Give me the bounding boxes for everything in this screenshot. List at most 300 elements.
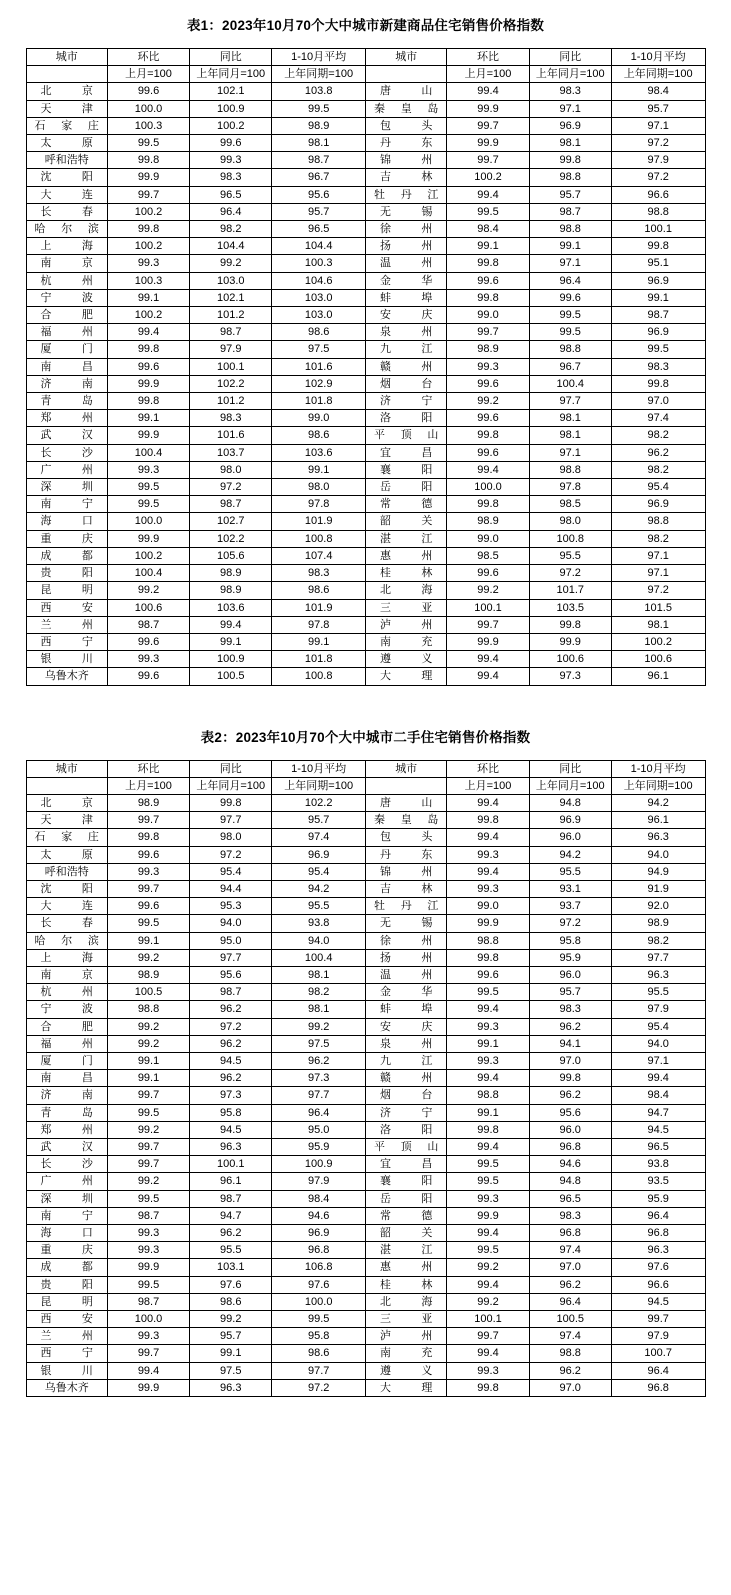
table-row (26, 966, 705, 983)
city-name-cell: 上 海 (26, 238, 107, 255)
yoy-value-cell: 99.4 (190, 616, 272, 633)
mom-value-cell: 100.0 (107, 100, 189, 117)
table-row (26, 341, 705, 358)
city-name-cell: 蚌 埠 (365, 1001, 446, 1018)
city-name-cell: 石 家 庄 (26, 117, 107, 134)
mom-value-cell: 99.9 (107, 427, 189, 444)
yoy-value-cell: 96.2 (529, 1362, 611, 1379)
city-name-cell: 深 圳 (26, 479, 107, 496)
mom-value-cell: 99.8 (447, 812, 529, 829)
city-name-cell: 无 锡 (365, 915, 446, 932)
avg-value-cell: 98.3 (272, 565, 366, 582)
yoy-value-cell: 96.2 (190, 1225, 272, 1242)
yoy-value-cell: 98.1 (529, 410, 611, 427)
mom-value-cell: 99.5 (107, 1190, 189, 1207)
yoy-value-cell: 100.1 (190, 1156, 272, 1173)
avg-value-cell: 96.4 (611, 1207, 705, 1224)
col-avg-left: 1-10月平均 (272, 760, 366, 777)
mom-value-cell: 99.3 (107, 1225, 189, 1242)
mom-value-cell: 99.8 (447, 427, 529, 444)
yoy-value-cell: 104.4 (190, 238, 272, 255)
mom-value-cell: 99.4 (447, 1001, 529, 1018)
avg-value-cell: 99.8 (611, 238, 705, 255)
table-row (26, 1121, 705, 1138)
mom-value-cell: 99.6 (447, 410, 529, 427)
avg-value-cell: 97.2 (611, 169, 705, 186)
table-row (26, 1328, 705, 1345)
avg-value-cell: 94.0 (272, 932, 366, 949)
mom-value-cell: 99.7 (107, 1138, 189, 1155)
city-name-cell: 呼和浩特 (26, 152, 107, 169)
mom-value-cell: 99.9 (447, 1207, 529, 1224)
yoy-value-cell: 97.9 (190, 341, 272, 358)
mom-value-cell: 99.6 (107, 898, 189, 915)
mom-value-cell: 100.4 (107, 565, 189, 582)
yoy-value-cell: 98.8 (529, 341, 611, 358)
section-spacer (0, 686, 731, 712)
city-name-cell: 大 连 (26, 898, 107, 915)
city-name-cell: 金 华 (365, 984, 446, 1001)
avg-value-cell: 96.5 (272, 221, 366, 238)
city-name-cell: 南 充 (365, 633, 446, 650)
avg-value-cell: 93.8 (611, 1156, 705, 1173)
avg-value-cell: 100.8 (272, 668, 366, 685)
avg-value-cell: 95.6 (272, 186, 366, 203)
mom-value-cell: 99.2 (107, 582, 189, 599)
table-row (26, 1225, 705, 1242)
city-name-cell: 沈 阳 (26, 880, 107, 897)
yoy-value-cell: 97.2 (190, 479, 272, 496)
yoy-value-cell: 100.5 (190, 668, 272, 685)
avg-value-cell: 98.2 (611, 530, 705, 547)
mom-value-cell: 99.0 (447, 530, 529, 547)
col-avg-right: 1-10月平均 (611, 760, 705, 777)
yoy-value-cell: 101.6 (190, 427, 272, 444)
yoy-value-cell: 97.2 (190, 846, 272, 863)
mom-value-cell: 99.6 (107, 633, 189, 650)
mom-value-cell: 99.8 (107, 829, 189, 846)
city-name-cell: 武 汉 (26, 1138, 107, 1155)
mom-value-cell: 99.2 (447, 1259, 529, 1276)
avg-value-cell: 94.6 (272, 1207, 366, 1224)
yoy-value-cell: 97.7 (529, 393, 611, 410)
city-name-cell: 济 宁 (365, 393, 446, 410)
city-name-cell: 岳 阳 (365, 1190, 446, 1207)
yoy-value-cell: 95.5 (190, 1242, 272, 1259)
col-city-right: 城市 (365, 49, 446, 66)
avg-value-cell: 97.1 (611, 547, 705, 564)
city-name-cell: 银 川 (26, 1362, 107, 1379)
yoy-value-cell: 98.9 (190, 565, 272, 582)
yoy-value-cell: 98.0 (190, 461, 272, 478)
mom-value-cell: 99.5 (447, 1242, 529, 1259)
city-name-cell: 唐 山 (365, 83, 446, 100)
yoy-value-cell: 98.0 (529, 513, 611, 530)
avg-value-cell: 97.6 (611, 1259, 705, 1276)
mom-value-cell: 99.2 (107, 949, 189, 966)
mom-value-cell: 99.9 (107, 169, 189, 186)
city-name-cell: 锦 州 (365, 152, 446, 169)
table-2-header (26, 760, 705, 794)
yoy-value-cell: 99.1 (529, 238, 611, 255)
avg-value-cell: 100.6 (611, 651, 705, 668)
yoy-value-cell: 98.7 (190, 496, 272, 513)
city-name-cell: 赣 州 (365, 1070, 446, 1087)
avg-value-cell: 99.0 (272, 410, 366, 427)
table-row (26, 1311, 705, 1328)
city-name-cell: 乌鲁木齐 (26, 668, 107, 685)
city-name-cell: 安 庆 (365, 1018, 446, 1035)
avg-value-cell: 96.4 (611, 1362, 705, 1379)
yoy-value-cell: 95.7 (529, 186, 611, 203)
mom-value-cell: 99.2 (447, 1293, 529, 1310)
yoy-value-cell: 94.8 (529, 794, 611, 811)
city-name-cell: 太 原 (26, 135, 107, 152)
avg-value-cell: 101.5 (611, 599, 705, 616)
yoy-value-cell: 94.6 (529, 1156, 611, 1173)
yoy-value-cell: 96.9 (529, 812, 611, 829)
avg-value-cell: 96.9 (611, 324, 705, 341)
table-row (26, 272, 705, 289)
city-name-cell: 温 州 (365, 255, 446, 272)
mom-value-cell: 98.8 (447, 932, 529, 949)
mom-value-cell: 99.8 (447, 289, 529, 306)
mom-value-cell: 99.7 (447, 324, 529, 341)
city-name-cell: 济 南 (26, 375, 107, 392)
col-mom-right: 环比 (447, 49, 529, 66)
city-name-cell: 西 安 (26, 599, 107, 616)
avg-value-cell: 98.2 (272, 984, 366, 1001)
yoy-value-cell: 95.6 (529, 1104, 611, 1121)
city-name-cell: 南 昌 (26, 358, 107, 375)
mom-value-cell: 100.3 (107, 272, 189, 289)
table-row (26, 1242, 705, 1259)
yoy-value-cell: 95.8 (190, 1104, 272, 1121)
avg-value-cell: 99.7 (611, 1311, 705, 1328)
mom-value-cell: 98.8 (447, 1087, 529, 1104)
city-name-cell: 包 头 (365, 117, 446, 134)
city-name-cell: 长 沙 (26, 444, 107, 461)
yoy-value-cell: 97.1 (529, 100, 611, 117)
city-name-cell: 吉 林 (365, 880, 446, 897)
table-row (26, 238, 705, 255)
mom-value-cell: 98.7 (107, 1207, 189, 1224)
table-row (26, 898, 705, 915)
avg-value-cell: 96.9 (272, 846, 366, 863)
table-row (26, 358, 705, 375)
avg-value-cell: 97.6 (272, 1276, 366, 1293)
table-row (26, 599, 705, 616)
avg-value-cell: 103.0 (272, 289, 366, 306)
mom-value-cell: 99.8 (107, 393, 189, 410)
avg-value-cell: 100.9 (272, 1156, 366, 1173)
mom-value-cell: 98.9 (107, 966, 189, 983)
yoy-value-cell: 102.2 (190, 375, 272, 392)
mom-value-cell: 99.3 (107, 1328, 189, 1345)
table-row (26, 668, 705, 685)
yoy-value-cell: 97.0 (529, 1379, 611, 1396)
city-name-cell: 武 汉 (26, 427, 107, 444)
mom-value-cell: 99.7 (447, 152, 529, 169)
avg-value-cell: 99.1 (272, 461, 366, 478)
avg-value-cell: 98.9 (272, 117, 366, 134)
yoy-value-cell: 98.5 (529, 496, 611, 513)
avg-value-cell: 95.7 (272, 203, 366, 220)
table-row (26, 565, 705, 582)
avg-value-cell: 101.8 (272, 651, 366, 668)
city-name-cell: 秦 皇 岛 (365, 812, 446, 829)
mom-value-cell: 99.4 (447, 863, 529, 880)
yoy-value-cell: 99.2 (190, 255, 272, 272)
yoy-value-cell: 97.7 (190, 812, 272, 829)
mom-value-cell: 99.3 (107, 863, 189, 880)
avg-value-cell: 98.3 (611, 358, 705, 375)
avg-value-cell: 101.8 (272, 393, 366, 410)
city-name-cell: 岳 阳 (365, 479, 446, 496)
mom-value-cell: 99.2 (447, 393, 529, 410)
mom-value-cell: 99.7 (107, 880, 189, 897)
mom-value-cell: 99.6 (447, 444, 529, 461)
city-name-cell: 石 家 庄 (26, 829, 107, 846)
city-name-cell: 蚌 埠 (365, 289, 446, 306)
yoy-value-cell: 94.7 (190, 1207, 272, 1224)
mom-value-cell: 99.7 (107, 186, 189, 203)
yoy-value-cell: 97.4 (529, 1242, 611, 1259)
city-name-cell: 合 肥 (26, 1018, 107, 1035)
yoy-value-cell: 96.7 (529, 358, 611, 375)
col-city-left: 城市 (26, 760, 107, 777)
table-row (26, 100, 705, 117)
table-row (26, 255, 705, 272)
mom-value-cell: 99.7 (107, 1087, 189, 1104)
yoy-value-cell: 103.5 (529, 599, 611, 616)
col-yoy-right: 同比 (529, 49, 611, 66)
avg-value-cell: 98.6 (272, 1345, 366, 1362)
yoy-value-cell: 98.3 (190, 410, 272, 427)
table-row (26, 375, 705, 392)
city-name-cell: 济 南 (26, 1087, 107, 1104)
city-name-cell: 秦 皇 岛 (365, 100, 446, 117)
yoy-value-cell: 96.2 (190, 1070, 272, 1087)
city-name-cell: 韶 关 (365, 1225, 446, 1242)
avg-value-cell: 95.1 (611, 255, 705, 272)
yoy-value-cell: 96.9 (529, 117, 611, 134)
city-name-cell: 北 京 (26, 83, 107, 100)
city-name-cell: 郑 州 (26, 1121, 107, 1138)
avg-value-cell: 104.6 (272, 272, 366, 289)
city-name-cell: 金 华 (365, 272, 446, 289)
avg-value-cell: 98.0 (272, 479, 366, 496)
city-name-cell: 南 京 (26, 255, 107, 272)
avg-value-cell: 98.4 (272, 1190, 366, 1207)
mom-value-cell: 99.8 (447, 255, 529, 272)
city-name-cell: 牡 丹 江 (365, 186, 446, 203)
avg-value-cell: 97.7 (272, 1087, 366, 1104)
yoy-value-cell: 94.5 (190, 1052, 272, 1069)
mom-value-cell: 99.4 (447, 1345, 529, 1362)
avg-value-cell: 98.9 (611, 915, 705, 932)
table-row (26, 1259, 705, 1276)
city-name-cell: 广 州 (26, 1173, 107, 1190)
mom-value-cell: 99.7 (107, 1156, 189, 1173)
city-name-cell: 乌鲁木齐 (26, 1379, 107, 1396)
table-row (26, 289, 705, 306)
table-row (26, 1173, 705, 1190)
city-name-cell: 无 锡 (365, 203, 446, 220)
yoy-value-cell: 98.3 (529, 1001, 611, 1018)
city-name-cell: 重 庆 (26, 530, 107, 547)
city-name-cell: 大 理 (365, 1379, 446, 1396)
avg-value-cell: 103.8 (272, 83, 366, 100)
yoy-value-cell: 95.8 (529, 932, 611, 949)
table-row (26, 915, 705, 932)
city-name-cell: 遵 义 (365, 1362, 446, 1379)
yoy-value-cell: 99.8 (190, 794, 272, 811)
mom-value-cell: 100.0 (107, 1311, 189, 1328)
yoy-value-cell: 100.8 (529, 530, 611, 547)
yoy-value-cell: 97.1 (529, 444, 611, 461)
yoy-value-cell: 95.9 (529, 949, 611, 966)
mom-value-cell: 99.2 (107, 1173, 189, 1190)
yoy-value-cell: 100.4 (529, 375, 611, 392)
city-name-cell: 呼和浩特 (26, 863, 107, 880)
avg-value-cell: 94.2 (611, 794, 705, 811)
col-mom-right-base: 上月=100 (447, 777, 529, 794)
yoy-value-cell: 98.3 (529, 1207, 611, 1224)
yoy-value-cell: 94.5 (190, 1121, 272, 1138)
mom-value-cell: 98.8 (107, 1001, 189, 1018)
mom-value-cell: 99.2 (447, 582, 529, 599)
avg-value-cell: 94.2 (272, 880, 366, 897)
mom-value-cell: 99.1 (107, 1052, 189, 1069)
col-yoy-left-base: 上年同月=100 (190, 66, 272, 83)
mom-value-cell: 99.3 (447, 1362, 529, 1379)
table-row (26, 1138, 705, 1155)
city-name-cell: 桂 林 (365, 565, 446, 582)
avg-value-cell: 94.9 (611, 863, 705, 880)
city-name-cell: 湛 江 (365, 1242, 446, 1259)
mom-value-cell: 99.2 (107, 1018, 189, 1035)
yoy-value-cell: 97.2 (190, 1018, 272, 1035)
city-name-cell: 九 江 (365, 1052, 446, 1069)
mom-value-cell: 99.4 (447, 651, 529, 668)
table-row (26, 203, 705, 220)
mom-value-cell: 99.1 (447, 1035, 529, 1052)
yoy-value-cell: 105.6 (190, 547, 272, 564)
city-name-cell: 昆 明 (26, 582, 107, 599)
city-name-cell: 遵 义 (365, 651, 446, 668)
avg-value-cell: 95.4 (272, 863, 366, 880)
yoy-value-cell: 98.7 (529, 203, 611, 220)
table-row (26, 479, 705, 496)
mom-value-cell: 99.3 (447, 1052, 529, 1069)
table-row (26, 863, 705, 880)
table-row (26, 1156, 705, 1173)
avg-value-cell: 97.5 (272, 341, 366, 358)
yoy-value-cell: 97.4 (529, 1328, 611, 1345)
yoy-value-cell: 96.1 (190, 1173, 272, 1190)
mom-value-cell: 99.9 (447, 135, 529, 152)
yoy-value-cell: 100.9 (190, 651, 272, 668)
mom-value-cell: 99.7 (447, 1328, 529, 1345)
table-row (26, 1070, 705, 1087)
avg-value-cell: 99.5 (272, 100, 366, 117)
avg-value-cell: 94.5 (611, 1293, 705, 1310)
yoy-value-cell: 103.6 (190, 599, 272, 616)
yoy-value-cell: 100.6 (529, 651, 611, 668)
avg-value-cell: 96.9 (611, 496, 705, 513)
mom-value-cell: 99.0 (447, 307, 529, 324)
avg-value-cell: 97.9 (611, 1001, 705, 1018)
avg-value-cell: 96.8 (611, 1379, 705, 1396)
mom-value-cell: 99.4 (447, 829, 529, 846)
table-header-row-sub (26, 66, 705, 83)
city-name-cell: 长 沙 (26, 1156, 107, 1173)
mom-value-cell: 98.9 (107, 794, 189, 811)
mom-value-cell: 99.9 (447, 100, 529, 117)
avg-value-cell: 95.7 (611, 100, 705, 117)
col-avg-right-base: 上年同期=100 (611, 777, 705, 794)
avg-value-cell: 99.1 (272, 633, 366, 650)
avg-value-cell: 96.1 (611, 812, 705, 829)
mom-value-cell: 99.7 (107, 1345, 189, 1362)
mom-value-cell: 99.5 (107, 1276, 189, 1293)
city-name-cell: 西 宁 (26, 633, 107, 650)
city-name-cell: 厦 门 (26, 341, 107, 358)
col-city-left-sub (26, 66, 107, 83)
avg-value-cell: 97.8 (272, 616, 366, 633)
table-row (26, 152, 705, 169)
yoy-value-cell: 94.4 (190, 880, 272, 897)
yoy-value-cell: 101.2 (190, 393, 272, 410)
yoy-value-cell: 101.7 (529, 582, 611, 599)
city-name-cell: 合 肥 (26, 307, 107, 324)
yoy-value-cell: 96.4 (529, 272, 611, 289)
mom-value-cell: 99.8 (107, 152, 189, 169)
col-yoy-right-base: 上年同月=100 (529, 777, 611, 794)
city-name-cell: 银 川 (26, 651, 107, 668)
city-name-cell: 泸 州 (365, 616, 446, 633)
avg-value-cell: 96.6 (611, 1276, 705, 1293)
yoy-value-cell: 99.2 (190, 1311, 272, 1328)
mom-value-cell: 99.8 (107, 221, 189, 238)
city-name-cell: 天 津 (26, 100, 107, 117)
avg-value-cell: 97.1 (611, 117, 705, 134)
table-row (26, 547, 705, 564)
col-city-right-sub (365, 777, 446, 794)
yoy-value-cell: 94.1 (529, 1035, 611, 1052)
mom-value-cell: 99.7 (447, 117, 529, 134)
avg-value-cell: 96.7 (272, 169, 366, 186)
mom-value-cell: 99.6 (447, 375, 529, 392)
mom-value-cell: 99.5 (447, 1173, 529, 1190)
city-name-cell: 扬 州 (365, 238, 446, 255)
city-name-cell: 大 理 (365, 668, 446, 685)
avg-value-cell: 94.0 (611, 846, 705, 863)
avg-value-cell: 92.0 (611, 898, 705, 915)
avg-value-cell: 97.9 (272, 1173, 366, 1190)
mom-value-cell: 99.3 (447, 358, 529, 375)
avg-value-cell: 99.8 (611, 375, 705, 392)
mom-value-cell: 99.8 (447, 1121, 529, 1138)
table-row (26, 530, 705, 547)
avg-value-cell: 97.9 (611, 152, 705, 169)
avg-value-cell: 99.5 (611, 341, 705, 358)
avg-value-cell: 100.3 (272, 255, 366, 272)
yoy-value-cell: 95.5 (529, 547, 611, 564)
city-name-cell: 牡 丹 江 (365, 898, 446, 915)
yoy-value-cell: 98.6 (190, 1293, 272, 1310)
